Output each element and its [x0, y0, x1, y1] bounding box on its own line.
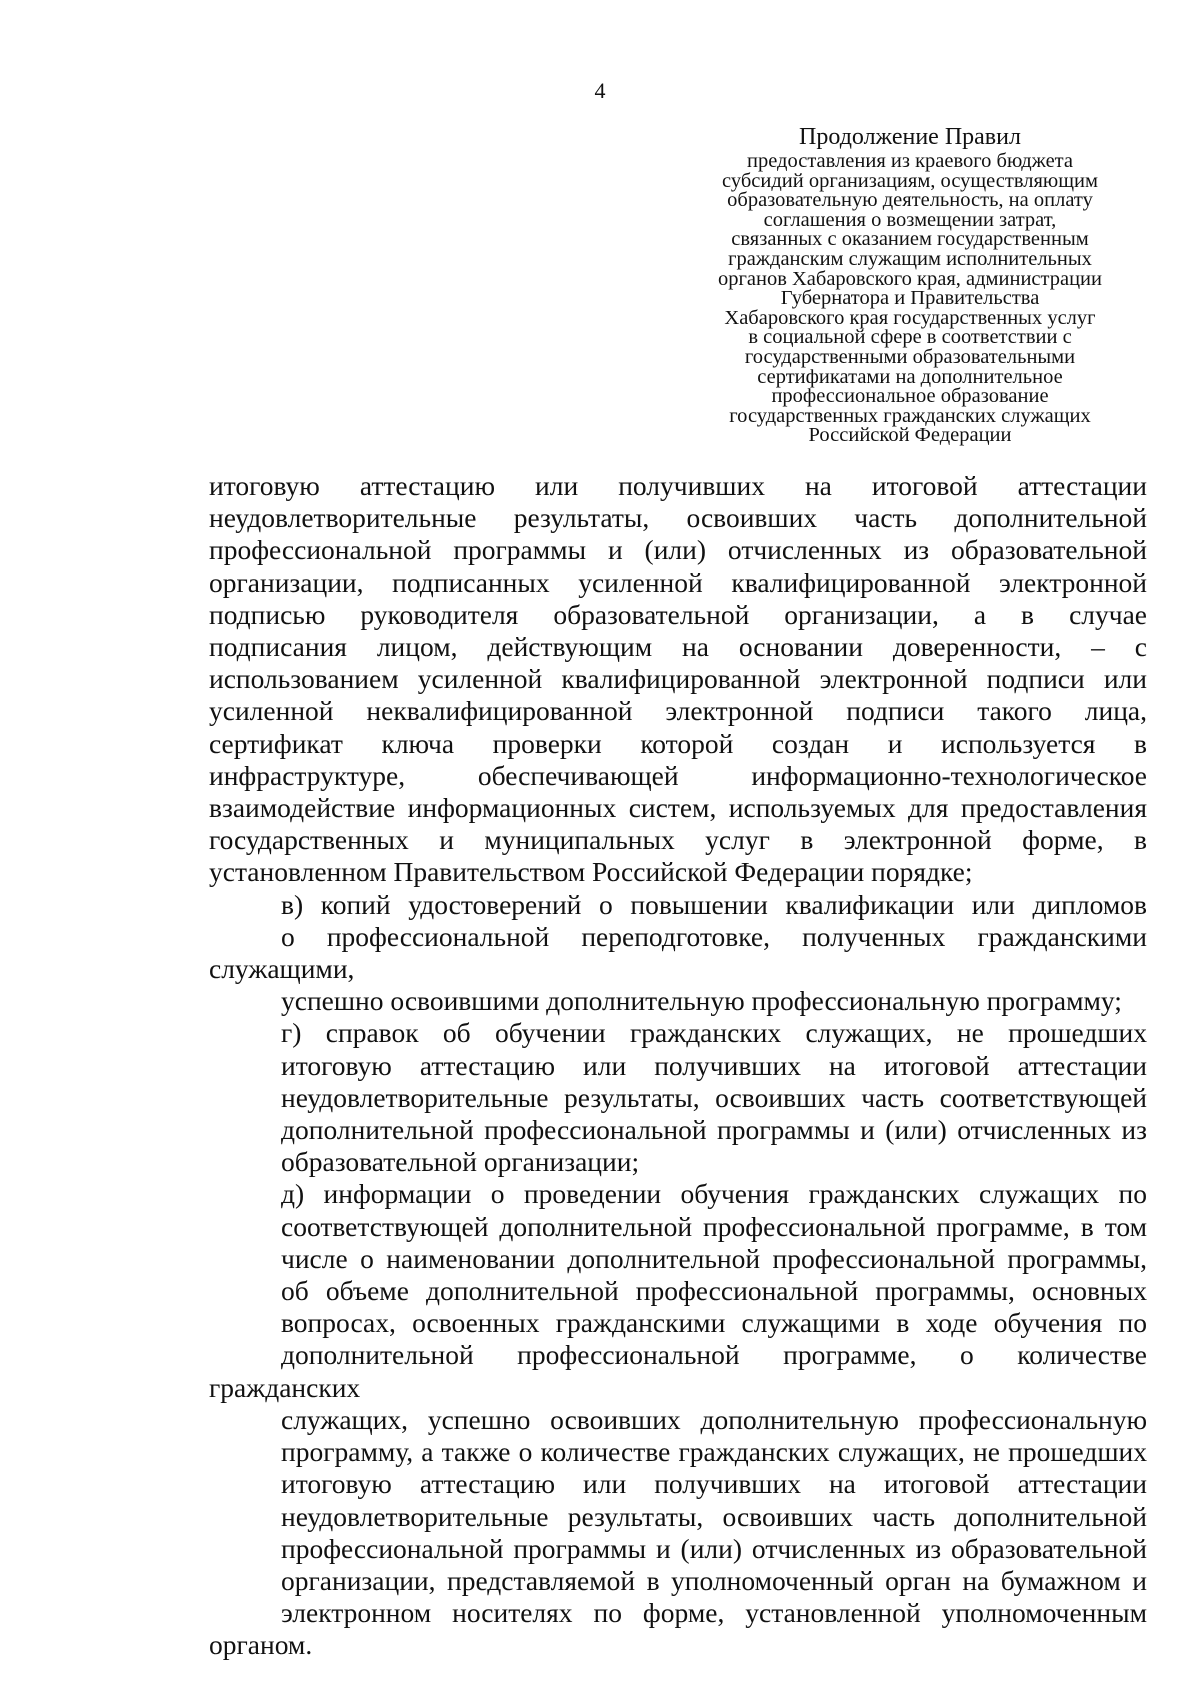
text-line: служащих, успешно освоивших дополнительную профессиональную	[281, 1403, 1147, 1435]
header-title: Продолжение Правил	[799, 124, 1021, 150]
header-line: Хабаровского края государственных услуг	[724, 306, 1096, 329]
text-line: взаимодействие информационных систем, используемых для предоставления	[209, 792, 1147, 824]
text-line: неудовлетворительные результаты, освоивших часть дополнительной	[209, 502, 1147, 534]
text-line: неудовлетворительные результаты, освоивших часть дополнительной	[281, 1500, 1147, 1532]
header-line: сертификатами на дополнительное	[757, 365, 1063, 388]
header-line: связанных с оказанием государственным	[731, 228, 1089, 251]
text-line: электронном носителях по форме, установленной уполномоченным органом.	[209, 1597, 1147, 1661]
header-line: в социальной сфере в соответствии с	[748, 326, 1072, 349]
header-line: органов Хабаровского края, администрации	[717, 267, 1103, 290]
continuation-header	[690, 124, 1130, 446]
text-line: вопросах, освоенных гражданскими служащими в ходе обучения по	[281, 1307, 1147, 1339]
text-line: итоговую аттестацию или получивших на итоговой аттестации	[281, 1468, 1147, 1500]
text-line: инфраструктуре, обеспечивающей информационно-технологическое	[209, 759, 1147, 791]
text-line: дополнительной профессиональной программе, о количестве гражданских	[209, 1339, 1147, 1403]
paragraph	[209, 889, 1147, 1018]
text-line: в) копий удостоверений о повышении квалификации или дипломов	[281, 888, 1147, 920]
page-number: 4	[594, 78, 606, 103]
text-line: неудовлетворительные результаты, освоивших часть соответствующей	[281, 1081, 1147, 1113]
header-line: Российской Федерации	[808, 424, 1012, 447]
header-line: предоставления из краевого бюджета	[747, 150, 1073, 172]
paragraph	[209, 1178, 1147, 1661]
text-line: усиленной неквалифицированной электронной подписи такого лица,	[209, 695, 1147, 727]
text-line: программу, а также о количестве гражданских служащих, не прошедших	[281, 1436, 1147, 1468]
text-line: использованием усиленной квалифицированной электронной подписи или	[209, 663, 1147, 695]
text-line: д) информации о проведении обучения гражданских служащих по	[281, 1178, 1147, 1210]
text-line: образовательной организации;	[281, 1146, 640, 1178]
header-line: государственными образовательными	[744, 345, 1076, 368]
text-line: подписания лицом, действующим на основании доверенности, – с	[209, 631, 1147, 663]
text-line: установленном Правительством Российской Федерации порядке;	[209, 856, 973, 888]
header-lines	[690, 152, 1130, 446]
text-line: профессиональной программы и (или) отчисленных из образовательной	[281, 1532, 1147, 1564]
body-text	[209, 470, 1147, 1662]
header-line: государственных гражданских служащих	[729, 404, 1091, 427]
text-line: сертификат ключа проверки которой создан и используется в	[209, 727, 1147, 759]
text-line: о профессиональной переподготовке, полученных гражданскими служащими,	[209, 920, 1147, 985]
header-line: гражданским служащим исполнительных	[728, 247, 1092, 270]
text-line: организации, подписанных усиленной квалифицированной электронной	[209, 566, 1147, 598]
header-line: субсидий организациям, осуществляющим	[722, 169, 1098, 192]
paragraph	[209, 470, 1147, 889]
text-line: об объеме дополнительной профессиональной программы, основных	[281, 1275, 1147, 1307]
header-line: образовательную деятельность, на оплату	[727, 189, 1093, 212]
text-line: государственных и муниципальных услуг в электронной форме, в	[209, 824, 1147, 856]
text-line: итоговую аттестацию или получивших на итоговой аттестации	[209, 470, 1147, 501]
text-line: успешно освоившими дополнительную профессиональную программу;	[281, 985, 1122, 1017]
header-line: соглашения о возмещении затрат,	[763, 208, 1057, 231]
header-line: профессиональное образование	[771, 385, 1049, 408]
paragraph	[209, 1017, 1147, 1178]
text-line: подписью руководителя образовательной организации, а в случае	[209, 598, 1147, 630]
text-line: г) справок об обучении гражданских служащих, не прошедших	[281, 1017, 1147, 1049]
text-line: дополнительной профессиональной программы и (или) отчисленных из	[281, 1114, 1147, 1146]
header-line: Губернатора и Правительства	[780, 287, 1040, 310]
text-line: итоговую аттестацию или получивших на итоговой аттестации	[281, 1049, 1147, 1081]
text-line: числе о наименовании дополнительной профессиональной программы,	[281, 1242, 1147, 1274]
text-line: профессиональной программы и (или) отчисленных из образовательной	[209, 534, 1147, 566]
text-line: организации, представляемой в уполномоченный орган на бумажном и	[281, 1564, 1147, 1596]
text-line: соответствующей дополнительной профессиональной программе, в том	[281, 1210, 1147, 1242]
